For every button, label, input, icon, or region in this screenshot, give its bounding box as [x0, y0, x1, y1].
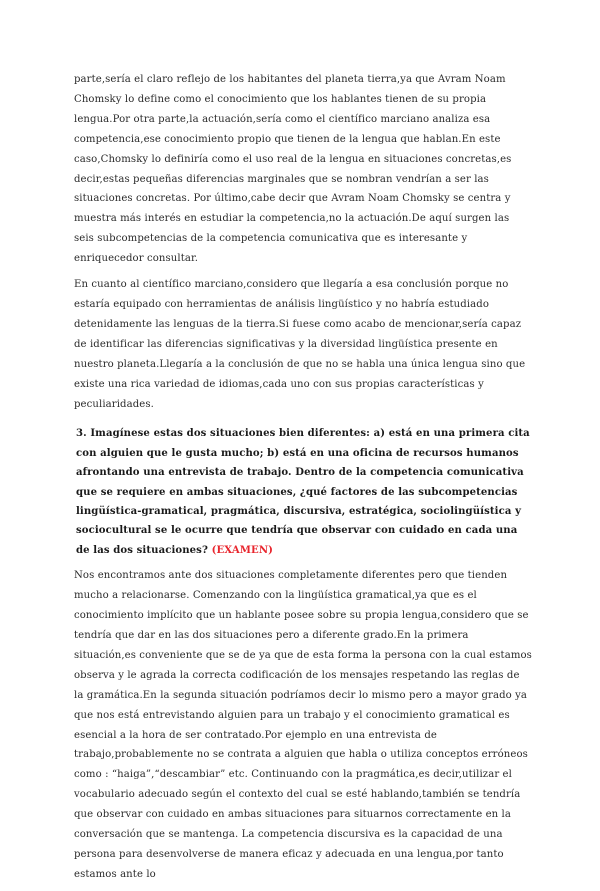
paragraph-chomsky: parte,sería el claro reflejo de los habitantes del planeta tierra,ya que Avram Noam Chomsky lo define como el conocimiento que los hablantes tienen de su propia lengua.Por otra parte,la actuación,sería como el científico marciano analiza esa competencia,ese conocimiento propio que tienen de la lengua que hablan.En este caso,Chomsky lo definiría como el uso real de la lengua en situaciones concretas,es decir,estas pequeñas diferencias marginales que se nombran vendrían a ser las situaciones concretas. Por último,cabe decir que Avram Noam Chomsky se centra y muestra más interés en estudiar la competencia,no la actuación.De aquí surgen las seis subcompetencias de la competencia comunicativa que es interesante y enriquecedor consultar.: [74, 74, 512, 265]
document-page: [74, 70, 532, 891]
question-text: 3. Imagínese estas dos situaciones bien diferentes: a) está en una primera cita con alguien que le gusta mucho; b) está en una oficina de recursos humanos afrontando una entrevista de trabajo. Dentro de la competencia comunicativa que se requiere en ambas situaciones, ¿qué factores de las subcompetencias lingüística-gramatical, pragmática, discursiva, estratégica, sociolingüística y sociocultural se le ocurre que tendría que observar con cuidado en cada una de las dos situaciones?: [76, 428, 530, 556]
exam-question: [74, 424, 532, 560]
exam-tag: (EXAMEN): [211, 544, 274, 556]
paragraph-scientist: En cuanto al científico marciano,considero que llegaría a esa conclusión porque no estaría equipado con herramientas de análisis lingüístico y no habría estudiado detenidamente las lenguas de la tierra.Si fuese como acabo de mencionar,sería capaz de identificar las diferencias significativas y la diversidad lingüística presente en nuestro planeta.Llegaría a la conclusión de que no se habla una única lengua sino que existe una rica variedad de idiomas,cada uno con sus propias características y peculiaridades.: [74, 279, 526, 410]
paragraph-answer: Nos encontramos ante dos situaciones completamente diferentes pero que tienden mucho a relacionarse. Comenzando con la lingüística gramatical,ya que es el conocimiento implícito que un hablante posee sobre su propia lengua,considero que se tendría que dar en las dos situaciones pero a diferente grado.En la primera situación,es conveniente que se de ya que de esta forma la persona con la cual estamos observa y le agrada la correcta codificación de los mensajes respetando las reglas de la gramática.En la segunda situación podríamos decir lo mismo pero a mayor grado ya que nos está entrevistando alguien para un trabajo y el conocimiento gramatical es esencial a la hora de ser contratado.Por ejemplo en una entrevista de trabajo,probablemente no se contrata a alguien que habla o utiliza conceptos erróneos como : “haiga”,“descambiar” etc. Continuando con la pragmática,es decir,utilizar el vocabulario adecuado según el contexto del cual se esté hablando,también se tendría que observar con cuidado en ambas situaciones para situarnos correctamente en la conversación que se mantenga. La competencia discursiva es la capacidad de una persona para desenvolverse de manera eficaz y adecuada en una lengua,por tanto estamos ante lo: [74, 570, 532, 880]
